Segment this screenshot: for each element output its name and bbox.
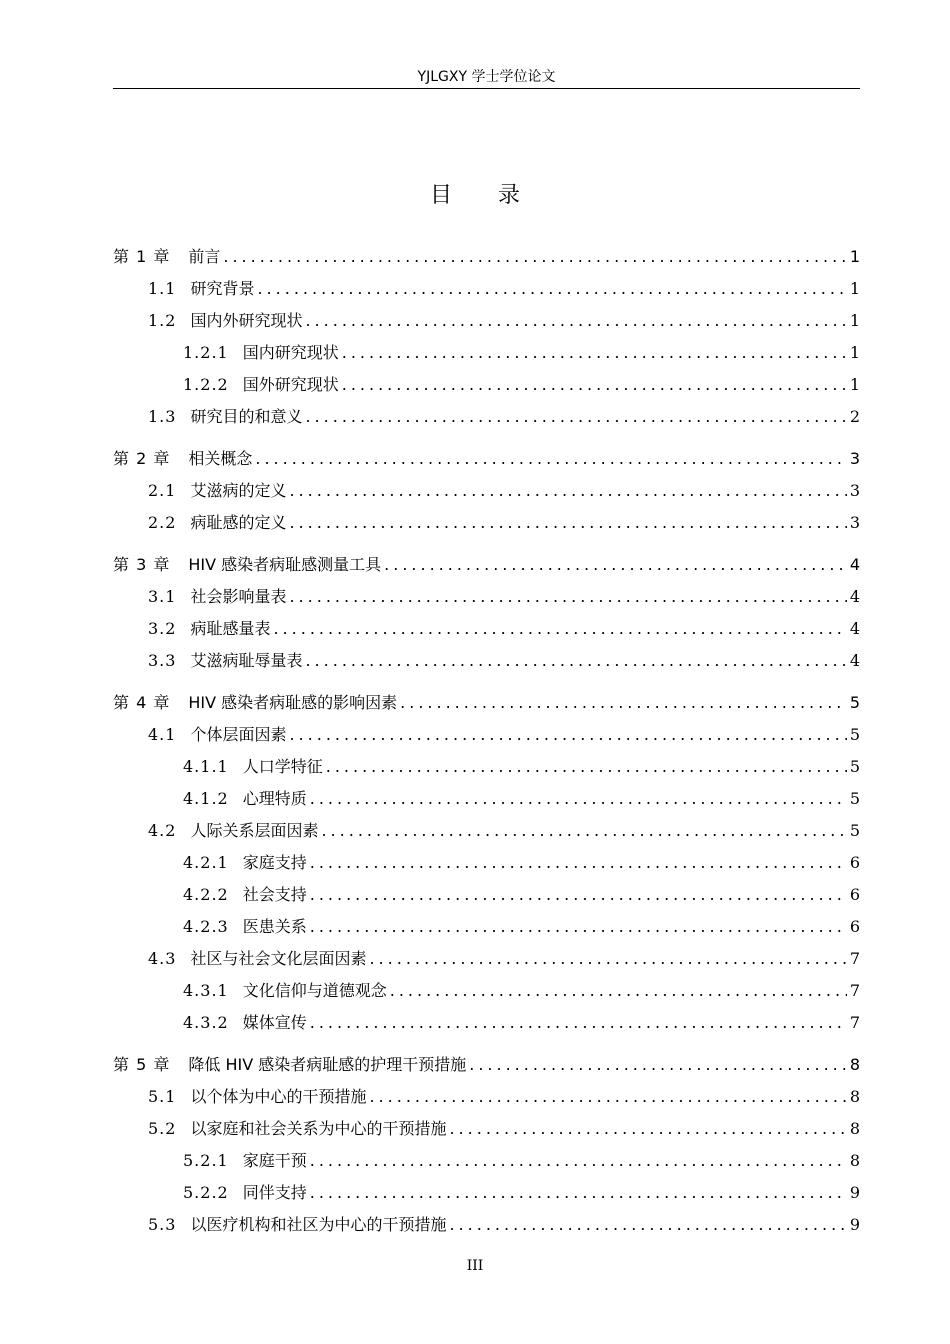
toc-leader-dots <box>369 1084 846 1110</box>
toc-chapter-entry[interactable] <box>113 244 860 270</box>
toc-section-entry[interactable] <box>113 1212 860 1238</box>
toc-entry-page: 1 <box>849 375 860 394</box>
toc-entry-number: 1.1 <box>148 279 177 298</box>
toc-entry-page: 8 <box>849 1087 860 1106</box>
toc-leader-dots <box>310 850 847 876</box>
toc-entry-page: 6 <box>849 885 860 904</box>
toc-section-entry[interactable] <box>113 786 860 812</box>
toc-entry-page: 7 <box>849 981 860 1000</box>
toc-leader-dots <box>257 276 846 302</box>
toc-entry-number: 1.2.2 <box>183 375 229 394</box>
toc-leader-dots <box>449 1116 846 1142</box>
toc-section-entry[interactable] <box>113 372 860 398</box>
toc-leader-dots <box>273 616 846 642</box>
toc-entry-number: 第 2 章 <box>113 449 171 468</box>
toc-entry-label: 相关概念 <box>188 449 253 468</box>
toc-section-entry[interactable] <box>113 276 860 302</box>
toc-entry-number: 4.1.2 <box>183 789 229 808</box>
toc-entry-page: 7 <box>849 1013 860 1032</box>
toc-entry-label: 艾滋病的定义 <box>190 481 287 500</box>
toc-chapter-entry[interactable] <box>113 446 860 472</box>
toc-entry-page: 7 <box>849 949 860 968</box>
toc-leader-dots <box>449 1212 846 1238</box>
toc-entry-number: 3.3 <box>148 651 177 670</box>
toc-leader-dots <box>310 914 847 940</box>
toc-leader-dots <box>400 690 847 716</box>
toc-entry-number: 第 3 章 <box>113 555 171 574</box>
toc-leader-dots <box>390 978 847 1004</box>
toc-entry-page: 5 <box>849 725 860 744</box>
toc-leader-dots <box>289 722 846 748</box>
toc-entry-page: 5 <box>849 789 860 808</box>
toc-leader-dots <box>310 786 847 812</box>
toc-leader-dots <box>289 510 846 536</box>
toc-entry-number: 5.1 <box>148 1087 177 1106</box>
toc-entry-number: 第 4 章 <box>113 693 171 712</box>
toc-entry-number: 4.1.1 <box>183 757 229 776</box>
toc-leader-dots <box>305 648 846 674</box>
toc-entry-label: 研究目的和意义 <box>190 407 303 426</box>
toc-entry-number: 4.2.1 <box>183 853 229 872</box>
toc-section-entry[interactable] <box>113 850 860 876</box>
toc-section-entry[interactable] <box>113 818 860 844</box>
toc-leader-dots <box>223 244 846 270</box>
toc-entry-number: 5.2.2 <box>183 1183 229 1202</box>
toc-leader-dots <box>310 1180 847 1206</box>
page-header: YJLGXY 学士学位论文 <box>113 68 860 89</box>
toc-entry-number: 4.2 <box>148 821 177 840</box>
toc-entry-label: 社区与社会文化层面因素 <box>190 949 367 968</box>
toc-entry-label: 病耻感的定义 <box>190 513 287 532</box>
toc-entry-number: 第 1 章 <box>113 247 171 266</box>
toc-entry-label: 医患关系 <box>242 917 307 936</box>
toc-entry-number: 4.2.2 <box>183 885 229 904</box>
toc-entry-page: 8 <box>849 1151 860 1170</box>
toc-leader-dots <box>305 404 846 430</box>
toc-entry-page: 3 <box>849 481 860 500</box>
toc-section-entry[interactable] <box>113 308 860 334</box>
toc-entry-label: 以医疗机构和社区为中心的干预措施 <box>190 1215 447 1234</box>
toc-leader-dots <box>255 446 846 472</box>
toc-section-entry[interactable] <box>113 1148 860 1174</box>
toc-entry-label: 研究背景 <box>190 279 255 298</box>
toc-leader-dots <box>289 584 846 610</box>
toc-entry-label: 国外研究现状 <box>242 375 339 394</box>
toc-section-entry[interactable] <box>113 754 860 780</box>
toc-entry-label: 以家庭和社会关系为中心的干预措施 <box>190 1119 447 1138</box>
toc-entry-label: 人口学特征 <box>242 757 323 776</box>
toc-section-entry[interactable] <box>113 648 860 674</box>
toc-chapter-entry[interactable] <box>113 690 860 716</box>
toc-entry-number: 4.1 <box>148 725 177 744</box>
toc-entry-number: 第 5 章 <box>113 1055 171 1074</box>
toc-entry-number: 4.2.3 <box>183 917 229 936</box>
toc-chapter-entry[interactable] <box>113 1052 860 1078</box>
toc-entry-label: 个体层面因素 <box>190 725 287 744</box>
toc-entry-page: 2 <box>849 407 860 426</box>
toc-entry-number: 1.2.1 <box>183 343 229 362</box>
toc-entry-label: 媒体宣传 <box>242 1013 307 1032</box>
toc-section-entry[interactable] <box>113 882 860 908</box>
toc-section-entry[interactable] <box>113 978 860 1004</box>
toc-leader-dots <box>369 946 846 972</box>
toc-section-entry[interactable] <box>113 1180 860 1206</box>
toc-entry-label: 文化信仰与道德观念 <box>242 981 387 1000</box>
toc-entry-label: 艾滋病耻辱量表 <box>190 651 303 670</box>
toc-leader-dots <box>310 1148 847 1174</box>
toc-entry-number: 5.2 <box>148 1119 177 1138</box>
toc-entry-page: 4 <box>849 555 860 574</box>
toc-leader-dots <box>310 882 847 908</box>
toc-entry-page: 3 <box>849 513 860 532</box>
toc-section-entry[interactable] <box>113 478 860 504</box>
toc-entry-label: 国内外研究现状 <box>190 311 303 330</box>
toc-entry-page: 5 <box>849 821 860 840</box>
toc-entry-label: 以个体为中心的干预措施 <box>190 1087 367 1106</box>
toc-entry-page: 6 <box>849 853 860 872</box>
toc-leader-dots <box>384 552 847 578</box>
toc-entry-label: HIV 感染者病耻感的影响因素 <box>188 693 398 712</box>
toc-section-entry[interactable] <box>113 584 860 610</box>
toc-entry-number: 2.2 <box>148 513 177 532</box>
toc-entry-page: 4 <box>849 651 860 670</box>
toc-entry-page: 1 <box>849 247 860 266</box>
toc-entry-label: 社会支持 <box>242 885 307 904</box>
toc-section-entry[interactable] <box>113 404 860 430</box>
toc-entry-label: HIV 感染者病耻感测量工具 <box>188 555 382 574</box>
toc-entry-page: 1 <box>849 279 860 298</box>
toc-entry-page: 8 <box>849 1055 860 1074</box>
toc-entry-number: 1.3 <box>148 407 177 426</box>
toc-section-entry[interactable] <box>113 340 860 366</box>
toc-leader-dots <box>342 340 847 366</box>
toc-entry-number: 4.3 <box>148 949 177 968</box>
toc-entry-page: 3 <box>849 449 860 468</box>
toc-entry-label: 心理特质 <box>242 789 307 808</box>
toc-leader-dots <box>289 478 846 504</box>
toc-entry-number: 3.2 <box>148 619 177 638</box>
toc-entry-label: 家庭支持 <box>242 853 307 872</box>
toc-leader-dots <box>310 1010 847 1036</box>
toc-entry-number: 5.3 <box>148 1215 177 1234</box>
toc-title: 目录 <box>429 183 566 208</box>
toc-entry-label: 社会影响量表 <box>190 587 287 606</box>
toc-section-entry[interactable] <box>113 722 860 748</box>
toc-entry-page: 6 <box>849 917 860 936</box>
toc-entry-label: 降低 HIV 感染者病耻感的护理干预措施 <box>188 1055 467 1074</box>
toc-entry-number: 3.1 <box>148 587 177 606</box>
toc-section-entry[interactable] <box>113 1010 860 1036</box>
toc-entry-label: 人际关系层面因素 <box>190 821 319 840</box>
toc-entry-page: 5 <box>849 757 860 776</box>
toc-entry-label: 病耻感量表 <box>190 619 271 638</box>
toc-section-entry[interactable] <box>113 946 860 972</box>
toc-entry-page: 1 <box>849 343 860 362</box>
toc-entry-page: 4 <box>849 587 860 606</box>
toc-leader-dots <box>305 308 846 334</box>
toc-section-entry[interactable] <box>113 616 860 642</box>
page-number: III <box>466 1258 484 1274</box>
toc-entry-page: 4 <box>849 619 860 638</box>
toc-entry-page: 9 <box>849 1215 860 1234</box>
toc-entry-page: 9 <box>849 1183 860 1202</box>
toc-section-entry[interactable] <box>113 510 860 536</box>
toc-entry-number: 1.2 <box>148 311 177 330</box>
toc-leader-dots <box>342 372 847 398</box>
toc-leader-dots <box>469 1052 847 1078</box>
toc-entry-page: 5 <box>849 693 860 712</box>
toc-entry-label: 国内研究现状 <box>242 343 339 362</box>
toc-entry-page: 1 <box>849 311 860 330</box>
toc-entry-page: 8 <box>849 1119 860 1138</box>
toc-leader-dots <box>326 754 847 780</box>
toc-entry-number: 2.1 <box>148 481 177 500</box>
toc-leader-dots <box>321 818 846 844</box>
toc-section-entry[interactable] <box>113 914 860 940</box>
toc-entry-number: 4.3.1 <box>183 981 229 1000</box>
toc-entry-number: 4.3.2 <box>183 1013 229 1032</box>
toc-entry-label: 家庭干预 <box>242 1151 307 1170</box>
toc-entry-number: 5.2.1 <box>183 1151 229 1170</box>
toc-entry-label: 前言 <box>188 247 221 266</box>
toc-section-entry[interactable] <box>113 1084 860 1110</box>
toc-chapter-entry[interactable] <box>113 552 860 578</box>
toc-entry-label: 同伴支持 <box>242 1183 307 1202</box>
toc-section-entry[interactable] <box>113 1116 860 1142</box>
